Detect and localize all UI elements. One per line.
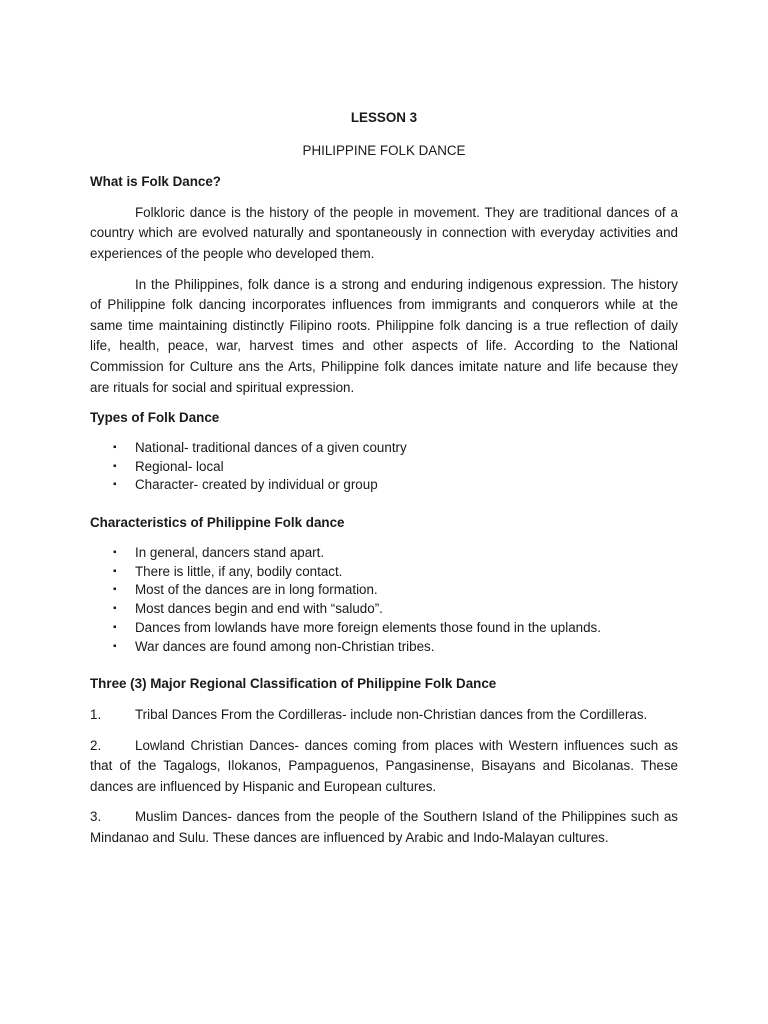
bullet-icon: ▪ (113, 441, 117, 453)
list-item-text: Regional- local (135, 458, 224, 474)
list-item (90, 544, 678, 563)
paragraph-folkloric-dance: Folkloric dance is the history of the people in movement. They are traditional dances of a country which are evolved naturally and spontaneously in connection with everyday activities and experiences of the people who developed them. (90, 204, 678, 261)
bullet-icon: ▪ (113, 640, 117, 652)
characteristics-list (90, 544, 678, 657)
item-text: Muslim Dances- dances from the people of the Southern Island of the Philippines such as Mindanao and Sulu. These dances are influenced by Arabic and Indo-Malayan cultures. (90, 809, 678, 846)
list-item (90, 563, 678, 582)
item-number: 3. (90, 809, 102, 825)
list-item-text: Most of the dances are in long formation. (135, 582, 378, 598)
lesson-title: LESSON 3 (350, 110, 418, 125)
bullet-icon: ▪ (113, 460, 117, 472)
classification-item (90, 736, 678, 798)
list-item-text: Most dances begin and end with “saludo”. (135, 601, 383, 617)
document-subtitle: PHILIPPINE FOLK DANCE (302, 142, 466, 158)
document-page (90, 108, 678, 859)
section-heading-types: Types of Folk Dance (90, 410, 220, 426)
item-text: Tribal Dances From the Cordilleras- include non-Christian dances from the Cordilleras. (135, 707, 648, 723)
classification-list (90, 705, 678, 849)
list-item-text: War dances are found among non-Christian tribes. (135, 638, 435, 654)
paragraph-philippines-folk-dance: In the Philippines, folk dance is a strong and enduring indigenous expression. The history of Philippine folk dancing incorporates influences from immigrants and conquerors while at the same time maintaining distinctly Filipino roots. Philippine folk dancing is a true reflection of daily life, health, peace, war, harvest times and other aspects of life. According to the National Commission for Culture ans the Arts, Philippine folk dances imitate nature and life because they are rituals for social and spiritual expression. (90, 276, 678, 395)
section-heading-what-is-folk-dance: What is Folk Dance? (90, 174, 221, 190)
list-item-text: Character- created by individual or group (135, 477, 378, 493)
bullet-icon: ▪ (113, 546, 117, 558)
list-item (90, 439, 678, 458)
list-item-text: There is little, if any, bodily contact. (135, 563, 343, 579)
bullet-icon: ▪ (113, 584, 117, 596)
section-heading-characteristics: Characteristics of Philippine Folk dance (90, 515, 345, 531)
item-number: 2. (90, 737, 102, 753)
list-item (90, 581, 678, 600)
bullet-icon: ▪ (113, 603, 117, 615)
item-number: 1. (90, 707, 102, 723)
bullet-icon: ▪ (113, 621, 117, 633)
list-item (90, 600, 678, 619)
classification-item (90, 705, 678, 726)
types-list (90, 439, 678, 495)
item-text: Lowland Christian Dances- dances coming from places with Western influences such as that of the Tagalogs, Ilokanos, Pampaguenos, Pangasinense, Bisayans and Bicolanas. These dances are influenced by Hispanic and European cultures. (90, 737, 678, 794)
list-item-text: Dances from lowlands have more foreign elements those found in the uplands. (135, 619, 601, 635)
list-item (90, 476, 678, 495)
list-item-text: In general, dancers stand apart. (135, 544, 325, 560)
section-heading-classification: Three (3) Major Regional Classification of Philippine Folk Dance (90, 676, 497, 692)
list-item (90, 619, 678, 638)
bullet-icon: ▪ (113, 479, 117, 491)
list-item (90, 458, 678, 477)
bullet-icon: ▪ (113, 565, 117, 577)
list-item (90, 638, 678, 657)
list-item-text: National- traditional dances of a given country (135, 439, 407, 455)
classification-item (90, 807, 678, 848)
